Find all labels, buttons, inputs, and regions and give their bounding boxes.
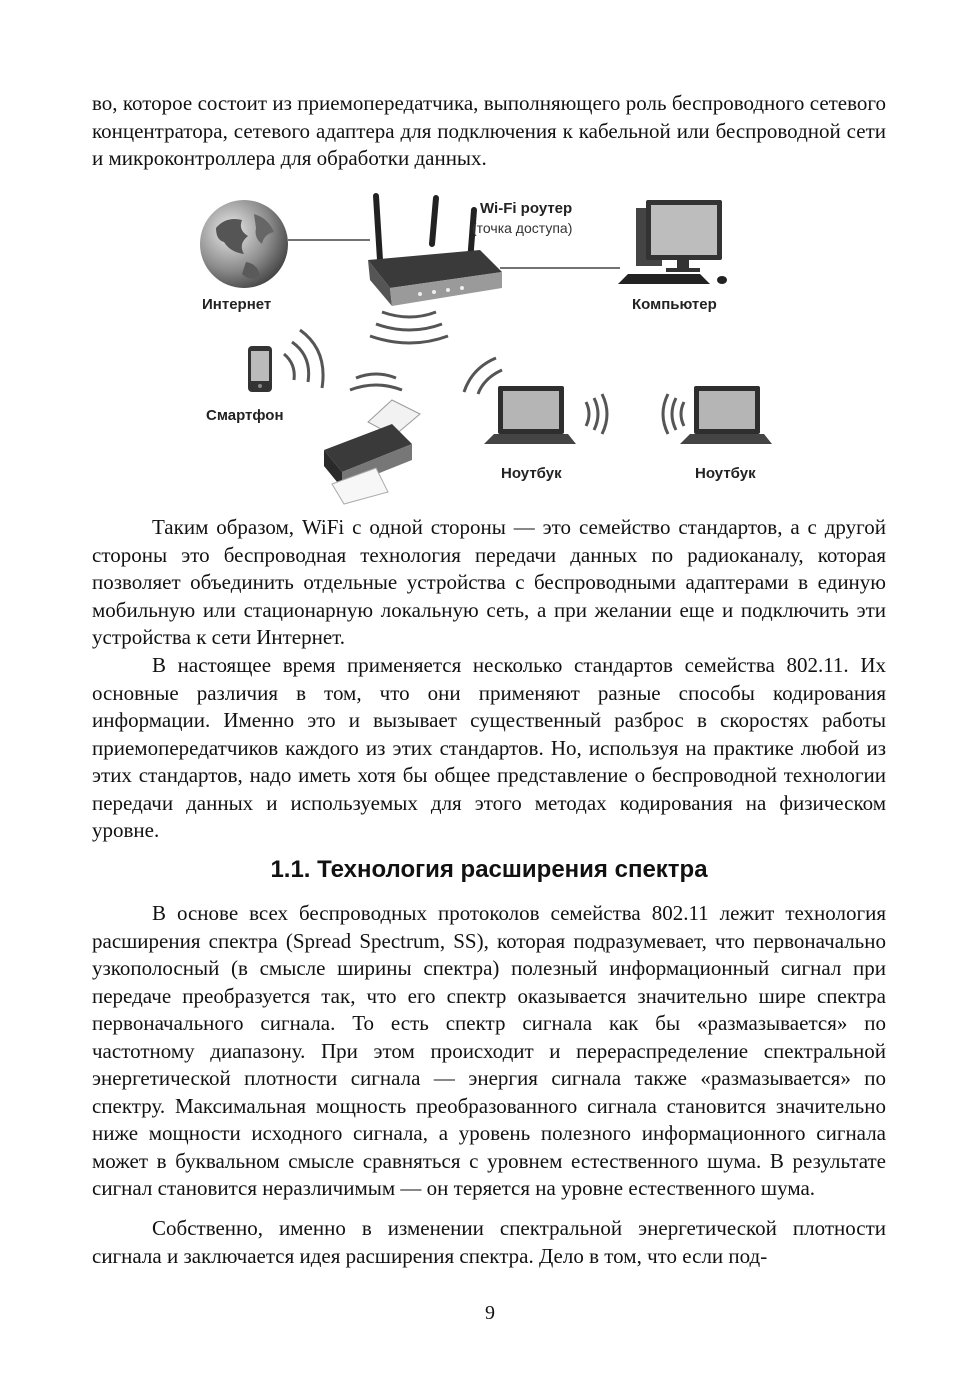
wifi-waves-icon	[464, 358, 502, 394]
paragraph-continued: во, которое состоит из приемопередатчика, выполняющего роль беспроводного сетевого концентратора, сетевого адаптера для подключения к кабельной или беспроводной сети и микроконтроллера для обработки данных.	[92, 91, 886, 170]
laptop-icon	[680, 386, 772, 444]
smartphone-label: Смартфон	[206, 407, 284, 424]
laptop-label-1: Ноутбук	[501, 465, 562, 482]
wifi-waves-icon	[284, 330, 323, 388]
laptop-icon	[484, 386, 576, 444]
internet-label: Интернет	[202, 296, 272, 313]
wifi-waves-icon	[370, 312, 448, 343]
router-subtitle: (точка доступа)	[472, 220, 573, 236]
desktop-computer-icon	[618, 200, 727, 284]
printer-icon	[324, 400, 420, 504]
wifi-waves-icon	[586, 394, 684, 434]
paragraph-standards: В настоящее время применяется несколько стандартов семейства 802.11. Их основные различия в том, что они применяют разные способы кодирования информации. Именно это и вызывает существенный разброс в скоростях работы приемопередатчиков каждого из этих стандартов. Но, используя на практике любой из этих стандартов, надо иметь хотя бы общее представление о беспроводной технологии передачи данных и используемых для этого методах кодирования на физическом уровне.	[92, 653, 886, 842]
wifi-waves-icon	[350, 374, 402, 390]
router-title: Wi-Fi роутер	[480, 200, 573, 217]
page-number: 9	[485, 1302, 495, 1324]
paragraph-wifi-definition: Таким образом, WiFi с одной стороны — это семейство стандартов, а с другой стороны это беспроводная технология передачи данных по радиоканалу, которая позволяет объединить отдельные устройства с беспроводными адаптерами в единую мобильную или стационарную локальную сеть, а при желании еще и подключить эти устройства к сети Интернет.	[92, 515, 886, 649]
computer-label: Компьютер	[632, 296, 717, 313]
smartphone-icon	[248, 346, 272, 392]
section-heading: 1.1. Технология расширения спектра	[270, 856, 708, 883]
wifi-network-diagram	[180, 188, 800, 506]
paragraph-spread-spectrum: В основе всех беспроводных протоколов семейства 802.11 лежит технология расширения спектра (Spread Spectrum, SS), которая подразумевает, что первоначально узкополосный (в смысле ширины спектра) полезный информационный сигнал при передаче преобразуется так, что его спектр оказывается значительно шире спектра первоначального сигнала. То есть спектр сигнала как бы «размазывается» по частотному диапазону. При этом происходит и перераспределение спектральной энергетической плотности сигнала — энергия сигнала также «размазывается» по спектру. Максимальная мощность преобразованного сигнала становится значительно ниже мощности исходного сигнала, а уровень полезного информационного сигнала может в буквальном смысле сравняться с уровнем естественного шума. В результате сигнал становится неразличимым — он теряется на уровне естественного шума.	[92, 901, 886, 1200]
laptop-label-2: Ноутбук	[695, 465, 756, 482]
paragraph-spectral-density: Собственно, именно в изменении спектральной энергетической плотности сигнала и заключается идея расширения спектра. Дело в том, что если под-	[92, 1216, 886, 1268]
globe-icon	[200, 200, 288, 288]
